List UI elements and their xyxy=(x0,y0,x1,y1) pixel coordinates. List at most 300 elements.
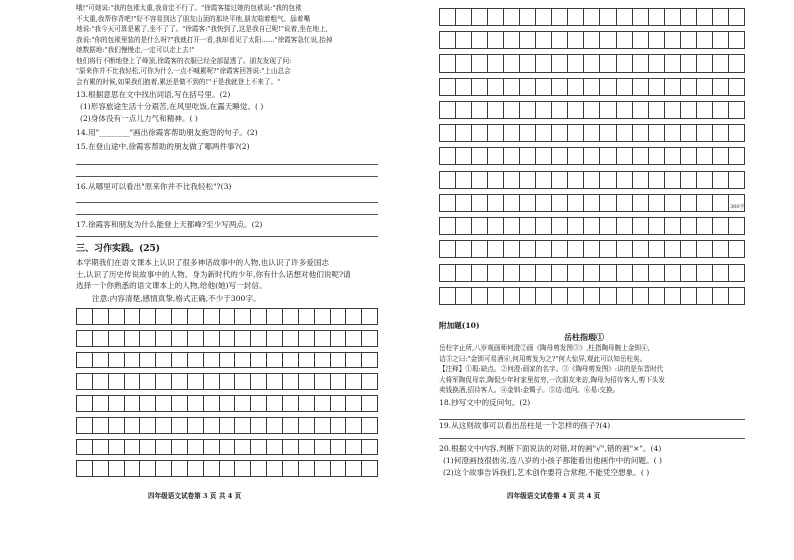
grid-cell[interactable] xyxy=(234,330,250,347)
grid-cell[interactable] xyxy=(76,352,92,369)
grid-cell[interactable] xyxy=(648,264,664,282)
grid-cell[interactable] xyxy=(583,31,599,49)
grid-cell[interactable] xyxy=(471,54,487,72)
grid-cell[interactable] xyxy=(583,287,599,305)
grid-cell[interactable] xyxy=(616,194,632,212)
grid-cell[interactable] xyxy=(696,78,712,96)
grid-cell[interactable] xyxy=(664,78,680,96)
grid-cell[interactable] xyxy=(535,171,551,189)
grid-cell[interactable] xyxy=(696,287,712,305)
grid-cell[interactable] xyxy=(155,330,171,347)
grid-cell[interactable] xyxy=(139,417,155,434)
grid-cell[interactable] xyxy=(551,101,567,119)
grid-cell[interactable] xyxy=(535,194,551,212)
grid-cell[interactable] xyxy=(696,101,712,119)
grid-cell[interactable] xyxy=(599,147,615,165)
grid-cell[interactable] xyxy=(361,439,378,456)
grid-cell[interactable] xyxy=(76,373,92,390)
grid-cell[interactable] xyxy=(599,217,615,235)
grid-cell[interactable] xyxy=(728,264,745,282)
grid-cell[interactable] xyxy=(314,373,330,390)
grid-cell[interactable] xyxy=(599,8,615,26)
grid-cell[interactable] xyxy=(219,439,235,456)
grid-cell[interactable] xyxy=(171,417,187,434)
grid-cell[interactable] xyxy=(487,240,503,258)
grid-cell[interactable] xyxy=(535,78,551,96)
grid-cell[interactable] xyxy=(108,417,124,434)
grid-cell[interactable] xyxy=(250,439,266,456)
grid-cell[interactable] xyxy=(567,194,583,212)
grid-cell[interactable] xyxy=(314,460,330,477)
grid-cell[interactable] xyxy=(680,171,696,189)
grid-cell[interactable] xyxy=(567,101,583,119)
grid-cell[interactable] xyxy=(616,217,632,235)
grid-cell[interactable] xyxy=(599,124,615,142)
grid-cell[interactable] xyxy=(583,101,599,119)
grid-cell[interactable] xyxy=(439,217,455,235)
grid-cell[interactable] xyxy=(92,417,108,434)
grid-cell[interactable] xyxy=(250,308,266,325)
grid-cell[interactable] xyxy=(171,308,187,325)
grid-cell[interactable] xyxy=(519,31,535,49)
grid-cell[interactable] xyxy=(503,264,519,282)
grid-cell[interactable] xyxy=(455,101,471,119)
grid-cell[interactable] xyxy=(266,373,282,390)
grid-cell[interactable] xyxy=(155,308,171,325)
grid-cell[interactable] xyxy=(234,352,250,369)
grid-cell[interactable] xyxy=(551,147,567,165)
grid-cell[interactable] xyxy=(567,264,583,282)
grid-cell[interactable] xyxy=(124,417,140,434)
grid-cell[interactable] xyxy=(187,460,203,477)
grid-cell[interactable] xyxy=(455,8,471,26)
grid-cell[interactable] xyxy=(455,31,471,49)
grid-cell[interactable] xyxy=(92,352,108,369)
grid-cell[interactable] xyxy=(219,417,235,434)
grid-cell[interactable] xyxy=(551,78,567,96)
grid-cell[interactable] xyxy=(632,264,648,282)
grid-cell[interactable] xyxy=(519,147,535,165)
grid-cell[interactable] xyxy=(680,31,696,49)
grid-cell[interactable] xyxy=(503,217,519,235)
grid-cell[interactable] xyxy=(583,54,599,72)
grid-cell[interactable] xyxy=(567,217,583,235)
grid-cell[interactable] xyxy=(471,78,487,96)
grid-cell[interactable] xyxy=(330,439,346,456)
grid-cell[interactable] xyxy=(219,330,235,347)
grid-cell[interactable] xyxy=(696,147,712,165)
grid-cell[interactable] xyxy=(664,101,680,119)
grid-cell[interactable] xyxy=(314,308,330,325)
grid-cell[interactable] xyxy=(314,395,330,412)
grid-cell[interactable] xyxy=(298,373,314,390)
grid-cell[interactable] xyxy=(519,54,535,72)
grid-cell[interactable] xyxy=(203,439,219,456)
grid-cell[interactable] xyxy=(171,330,187,347)
grid-cell[interactable] xyxy=(471,287,487,305)
grid-cell[interactable] xyxy=(298,417,314,434)
grid-cell[interactable] xyxy=(728,54,745,72)
grid-cell[interactable] xyxy=(632,194,648,212)
grid-cell[interactable] xyxy=(519,287,535,305)
grid-cell[interactable] xyxy=(535,101,551,119)
grid-cell[interactable] xyxy=(266,417,282,434)
grid-cell[interactable] xyxy=(664,31,680,49)
grid-cell[interactable] xyxy=(471,101,487,119)
grid-cell[interactable] xyxy=(728,287,745,305)
grid-cell[interactable] xyxy=(361,373,378,390)
grid-cell[interactable] xyxy=(632,147,648,165)
grid-cell[interactable] xyxy=(648,194,664,212)
grid-cell[interactable] xyxy=(471,147,487,165)
grid-cell[interactable] xyxy=(551,217,567,235)
grid-cell[interactable] xyxy=(455,54,471,72)
grid-cell[interactable] xyxy=(124,352,140,369)
grid-cell[interactable] xyxy=(345,417,361,434)
grid-cell[interactable] xyxy=(583,264,599,282)
grid-cell[interactable] xyxy=(616,264,632,282)
grid-cell[interactable] xyxy=(664,240,680,258)
grid-cell[interactable] xyxy=(187,439,203,456)
grid-cell[interactable] xyxy=(616,240,632,258)
grid-cell[interactable] xyxy=(234,373,250,390)
grid-cell[interactable] xyxy=(632,78,648,96)
grid-cell[interactable] xyxy=(696,31,712,49)
grid-cell[interactable] xyxy=(664,194,680,212)
grid-cell[interactable] xyxy=(503,8,519,26)
grid-cell[interactable] xyxy=(282,330,298,347)
grid-cell[interactable] xyxy=(503,240,519,258)
grid-cell[interactable] xyxy=(632,124,648,142)
grid-cell[interactable] xyxy=(298,439,314,456)
grid-cell[interactable] xyxy=(503,78,519,96)
grid-cell[interactable] xyxy=(712,287,728,305)
grid-cell[interactable] xyxy=(583,147,599,165)
grid-cell[interactable] xyxy=(680,240,696,258)
grid-cell[interactable] xyxy=(455,240,471,258)
grid-cell[interactable] xyxy=(648,171,664,189)
grid-cell[interactable] xyxy=(696,8,712,26)
composition-grid-continued[interactable] xyxy=(439,8,745,310)
grid-cell[interactable] xyxy=(567,31,583,49)
grid-cell[interactable] xyxy=(728,240,745,258)
grid-cell[interactable] xyxy=(664,147,680,165)
grid-cell[interactable] xyxy=(108,352,124,369)
grid-cell[interactable] xyxy=(680,264,696,282)
grid-cell[interactable] xyxy=(728,101,745,119)
grid-cell[interactable] xyxy=(616,287,632,305)
grid-cell[interactable] xyxy=(439,264,455,282)
grid-cell[interactable] xyxy=(503,194,519,212)
grid-cell[interactable] xyxy=(108,308,124,325)
grid-cell[interactable] xyxy=(439,287,455,305)
grid-cell[interactable] xyxy=(503,101,519,119)
grid-cell[interactable] xyxy=(712,54,728,72)
grid-cell[interactable] xyxy=(330,330,346,347)
grid-cell[interactable] xyxy=(345,352,361,369)
grid-cell[interactable] xyxy=(455,287,471,305)
grid-cell[interactable] xyxy=(616,147,632,165)
grid-cell[interactable] xyxy=(583,78,599,96)
grid-cell[interactable] xyxy=(599,78,615,96)
grid-cell[interactable] xyxy=(712,147,728,165)
grid-cell[interactable] xyxy=(616,171,632,189)
grid-cell[interactable] xyxy=(583,217,599,235)
grid-cell[interactable] xyxy=(345,439,361,456)
grid-cell[interactable] xyxy=(696,264,712,282)
grid-cell[interactable] xyxy=(439,101,455,119)
grid-cell[interactable] xyxy=(712,31,728,49)
grid-cell[interactable] xyxy=(551,287,567,305)
grid-cell[interactable] xyxy=(535,217,551,235)
grid-cell[interactable] xyxy=(330,417,346,434)
grid-cell[interactable] xyxy=(314,417,330,434)
grid-cell[interactable] xyxy=(567,124,583,142)
grid-cell[interactable] xyxy=(471,217,487,235)
grid-cell[interactable] xyxy=(535,8,551,26)
grid-cell[interactable] xyxy=(487,147,503,165)
grid-cell[interactable] xyxy=(108,330,124,347)
grid-cell[interactable] xyxy=(455,124,471,142)
grid-cell[interactable] xyxy=(471,194,487,212)
grid-cell[interactable] xyxy=(680,101,696,119)
grid-cell[interactable] xyxy=(124,460,140,477)
grid-cell[interactable] xyxy=(519,171,535,189)
grid-cell[interactable] xyxy=(361,417,378,434)
grid-cell[interactable] xyxy=(503,31,519,49)
grid-cell[interactable] xyxy=(203,330,219,347)
grid-cell[interactable] xyxy=(330,352,346,369)
grid-cell[interactable] xyxy=(439,124,455,142)
grid-cell[interactable] xyxy=(124,395,140,412)
grid-cell[interactable] xyxy=(583,194,599,212)
grid-cell[interactable] xyxy=(728,8,745,26)
grid-cell[interactable] xyxy=(583,240,599,258)
grid-cell[interactable] xyxy=(632,54,648,72)
grid-cell[interactable] xyxy=(680,124,696,142)
grid-cell[interactable] xyxy=(250,330,266,347)
grid-cell[interactable] xyxy=(616,124,632,142)
grid-cell[interactable] xyxy=(567,147,583,165)
grid-cell[interactable] xyxy=(616,54,632,72)
grid-cell[interactable] xyxy=(314,330,330,347)
grid-cell[interactable] xyxy=(664,8,680,26)
grid-cell[interactable] xyxy=(487,217,503,235)
grid-cell[interactable] xyxy=(171,439,187,456)
grid-cell[interactable] xyxy=(728,171,745,189)
grid-cell[interactable] xyxy=(519,124,535,142)
grid-cell[interactable] xyxy=(599,54,615,72)
grid-cell[interactable] xyxy=(250,373,266,390)
grid-cell[interactable] xyxy=(298,395,314,412)
grid-cell[interactable] xyxy=(155,352,171,369)
grid-cell[interactable] xyxy=(712,8,728,26)
grid-cell[interactable] xyxy=(503,54,519,72)
grid-cell[interactable] xyxy=(567,78,583,96)
grid-cell[interactable] xyxy=(680,78,696,96)
grid-cell[interactable] xyxy=(535,54,551,72)
grid-cell[interactable] xyxy=(551,124,567,142)
grid-cell[interactable] xyxy=(124,373,140,390)
grid-cell[interactable] xyxy=(712,124,728,142)
grid-cell[interactable] xyxy=(455,264,471,282)
grid-cell[interactable] xyxy=(535,264,551,282)
grid-cell[interactable] xyxy=(439,31,455,49)
grid-cell[interactable] xyxy=(361,308,378,325)
grid-cell[interactable] xyxy=(599,240,615,258)
grid-cell[interactable] xyxy=(171,373,187,390)
grid-cell[interactable] xyxy=(503,147,519,165)
grid-cell[interactable] xyxy=(471,8,487,26)
grid-cell[interactable] xyxy=(187,352,203,369)
grid-cell[interactable] xyxy=(616,78,632,96)
grid-cell[interactable] xyxy=(92,373,108,390)
grid-cell[interactable] xyxy=(503,124,519,142)
grid-cell[interactable] xyxy=(664,264,680,282)
grid-cell[interactable] xyxy=(298,308,314,325)
grid-cell[interactable] xyxy=(535,147,551,165)
grid-cell[interactable] xyxy=(250,395,266,412)
grid-cell[interactable] xyxy=(108,439,124,456)
grid-cell[interactable] xyxy=(455,171,471,189)
grid-cell[interactable] xyxy=(330,460,346,477)
grid-cell[interactable] xyxy=(696,240,712,258)
grid-cell[interactable] xyxy=(250,460,266,477)
grid-cell[interactable] xyxy=(712,264,728,282)
grid-cell[interactable] xyxy=(535,124,551,142)
grid-cell[interactable] xyxy=(455,147,471,165)
grid-cell[interactable] xyxy=(298,330,314,347)
grid-cell[interactable] xyxy=(187,395,203,412)
grid-cell[interactable] xyxy=(171,395,187,412)
grid-cell[interactable] xyxy=(487,124,503,142)
grid-cell[interactable] xyxy=(696,171,712,189)
grid-cell[interactable] xyxy=(439,240,455,258)
grid-cell[interactable] xyxy=(471,264,487,282)
grid-cell[interactable] xyxy=(139,308,155,325)
grid-cell[interactable] xyxy=(471,124,487,142)
grid-cell[interactable] xyxy=(632,31,648,49)
grid-cell[interactable] xyxy=(599,101,615,119)
grid-cell[interactable] xyxy=(519,101,535,119)
grid-cell[interactable] xyxy=(471,171,487,189)
grid-cell[interactable] xyxy=(551,171,567,189)
grid-cell[interactable] xyxy=(599,171,615,189)
grid-cell[interactable] xyxy=(519,8,535,26)
grid-cell[interactable] xyxy=(616,31,632,49)
grid-cell[interactable] xyxy=(187,308,203,325)
grid-cell[interactable] xyxy=(439,147,455,165)
grid-cell[interactable] xyxy=(551,31,567,49)
grid-cell[interactable] xyxy=(551,194,567,212)
grid-cell[interactable] xyxy=(519,240,535,258)
grid-cell[interactable] xyxy=(551,264,567,282)
grid-cell[interactable] xyxy=(250,352,266,369)
grid-cell[interactable] xyxy=(519,217,535,235)
grid-cell[interactable] xyxy=(519,264,535,282)
grid-cell[interactable] xyxy=(345,460,361,477)
grid-cell[interactable] xyxy=(616,101,632,119)
grid-cell[interactable] xyxy=(439,8,455,26)
grid-cell[interactable] xyxy=(282,308,298,325)
grid-cell[interactable] xyxy=(648,217,664,235)
grid-cell[interactable] xyxy=(76,395,92,412)
grid-cell[interactable] xyxy=(648,101,664,119)
grid-cell[interactable] xyxy=(282,417,298,434)
grid-cell[interactable] xyxy=(124,308,140,325)
grid-cell[interactable] xyxy=(487,101,503,119)
composition-grid[interactable] xyxy=(76,308,378,482)
grid-cell[interactable] xyxy=(266,395,282,412)
grid-cell[interactable] xyxy=(567,54,583,72)
grid-cell[interactable] xyxy=(330,395,346,412)
grid-cell[interactable] xyxy=(648,54,664,72)
grid-cell[interactable] xyxy=(234,308,250,325)
grid-cell[interactable] xyxy=(648,78,664,96)
grid-cell[interactable] xyxy=(696,124,712,142)
grid-cell[interactable] xyxy=(487,264,503,282)
grid-cell[interactable] xyxy=(187,417,203,434)
grid-cell[interactable] xyxy=(567,287,583,305)
grid-cell[interactable] xyxy=(728,124,745,142)
grid-cell[interactable] xyxy=(155,460,171,477)
grid-cell[interactable] xyxy=(728,78,745,96)
grid-cell[interactable] xyxy=(219,308,235,325)
grid-cell[interactable] xyxy=(648,287,664,305)
grid-cell[interactable] xyxy=(551,54,567,72)
grid-cell[interactable] xyxy=(124,439,140,456)
grid-cell[interactable] xyxy=(139,439,155,456)
grid-cell[interactable] xyxy=(219,460,235,477)
grid-cell[interactable] xyxy=(632,217,648,235)
grid-cell[interactable] xyxy=(361,395,378,412)
grid-cell[interactable] xyxy=(139,395,155,412)
grid-cell[interactable] xyxy=(439,171,455,189)
grid-cell[interactable] xyxy=(361,352,378,369)
grid-cell[interactable] xyxy=(599,264,615,282)
grid-cell[interactable] xyxy=(298,460,314,477)
grid-cell[interactable] xyxy=(139,330,155,347)
grid-cell[interactable] xyxy=(696,54,712,72)
grid-cell[interactable] xyxy=(503,171,519,189)
grid-cell[interactable] xyxy=(680,8,696,26)
grid-cell[interactable] xyxy=(664,124,680,142)
grid-cell[interactable] xyxy=(439,54,455,72)
grid-cell[interactable] xyxy=(203,460,219,477)
grid-cell[interactable] xyxy=(219,395,235,412)
grid-cell[interactable] xyxy=(314,439,330,456)
grid-cell[interactable] xyxy=(680,217,696,235)
grid-cell[interactable] xyxy=(519,78,535,96)
grid-cell[interactable] xyxy=(535,31,551,49)
grid-cell[interactable] xyxy=(664,217,680,235)
grid-cell[interactable] xyxy=(487,8,503,26)
grid-cell[interactable] xyxy=(519,194,535,212)
grid-cell[interactable] xyxy=(76,308,92,325)
grid-cell[interactable] xyxy=(712,101,728,119)
grid-cell[interactable] xyxy=(330,308,346,325)
grid-cell[interactable] xyxy=(298,352,314,369)
grid-cell[interactable] xyxy=(345,373,361,390)
grid-cell[interactable] xyxy=(680,54,696,72)
grid-cell[interactable] xyxy=(648,8,664,26)
grid-cell[interactable] xyxy=(361,460,378,477)
grid-cell[interactable] xyxy=(282,352,298,369)
grid-cell[interactable] xyxy=(330,373,346,390)
grid-cell[interactable] xyxy=(124,330,140,347)
grid-cell[interactable] xyxy=(108,395,124,412)
grid-cell[interactable] xyxy=(282,439,298,456)
